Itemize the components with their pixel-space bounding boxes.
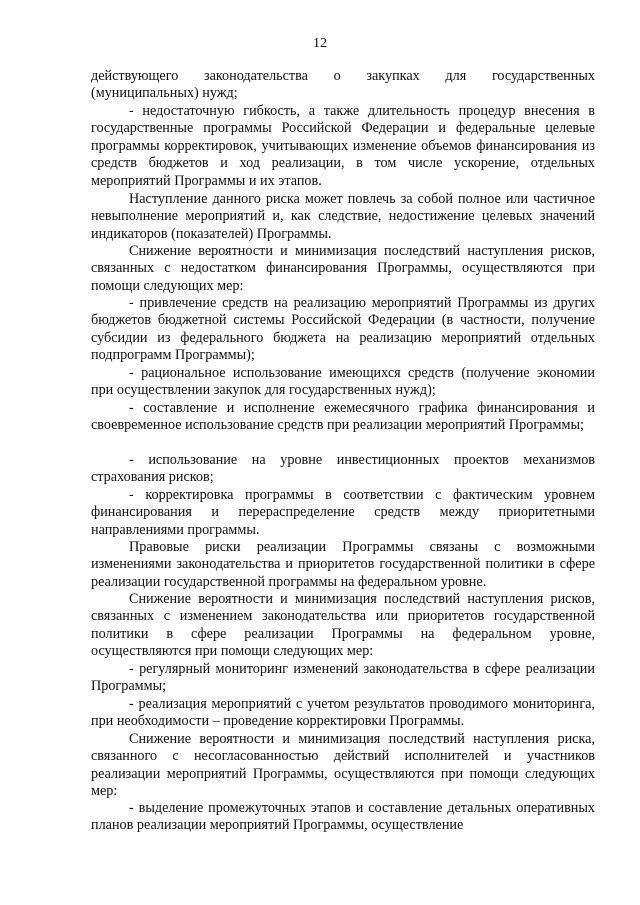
list-item-rational-use: - рациональное использование имеющихся средств (получение экономии при осуществлении закупок для государственных нужд); xyxy=(91,365,595,399)
list-item-implementation: - реализация мероприятий с учетом результатов проводимого мониторинга, при необходимости – проведение корректировки Программы. xyxy=(91,696,595,730)
paragraph-legislation-continuation: действующего законодательства о закупках для государственных (муниципальных) нужд; xyxy=(91,68,595,102)
paragraph-risk-consequence: Наступление данного риска может повлечь за собой полное или частичное невыполнение мероприятий и, как следствие, недостижение целевых значений индикаторов (показателей) Программы. xyxy=(91,191,595,242)
paragraph-legal-risks: Правовые риски реализации Программы связаны с возможными изменениями законодательства и приоритетов государственной политики в сфере реализации государственной программы на федеральном уровне. xyxy=(91,539,595,590)
page-number: 12 xyxy=(313,36,327,51)
list-item-monthly-schedule: - составление и исполнение ежемесячного графика финансирования и своевременное использование средств при реализации мероприятий Программы; xyxy=(91,400,595,434)
list-item-insurance: - использование на уровне инвестиционных проектов механизмов страхования рисков; xyxy=(91,452,595,486)
paragraph-funding-risk-measures: Снижение вероятности и минимизация последствий наступления рисков, связанных с недостатком финансирования Программы, осуществляются при помощи следующих мер: xyxy=(91,243,595,294)
list-item-monitoring: - регулярный мониторинг изменений законодательства в сфере реализации Программы; xyxy=(91,661,595,695)
paragraph-flexibility: - недостаточную гибкость, а также длительность процедур внесения в государственные программы Российской Федерации и федеральные целевые программы корректировок, учитывающих изменение объемов финансирования из средств бюджетов и ход реализации, в том числе ускорение, отдельных мероприятий Программы и их этапов. xyxy=(91,103,595,189)
list-item-attract-funds: - привлечение средств на реализацию мероприятий Программы из других бюджетов бюджетной системы Российской Федерации (в частности, получение субсидии из федерального бюджета на реализацию мероприятий отдельных подпрограмм Программы); xyxy=(91,295,595,364)
paragraph-coordination-risk: Снижение вероятности и минимизация последствий наступления риска, связанного с несогласованностью действий исполнителей и участников реализации мероприятий Программы, осуществляются при помощи следующих мер: xyxy=(91,731,595,800)
paragraph-legal-risk-measures: Снижение вероятности и минимизация последствий наступления рисков, связанных с изменением законодательства или приоритетов государственной политики в сфере реализации Программы на федеральном уровне, осуществляются при помощи следующих мер: xyxy=(91,591,595,660)
list-item-adjustment: - корректировка программы в соответствии с фактическим уровнем финансирования и перераспределение средств между приоритетными направлениями программы. xyxy=(91,487,595,538)
list-item-intermediate-stages: - выделение промежуточных этапов и составление детальных оперативных планов реализации мероприятий Программы, осуществление xyxy=(91,800,595,834)
